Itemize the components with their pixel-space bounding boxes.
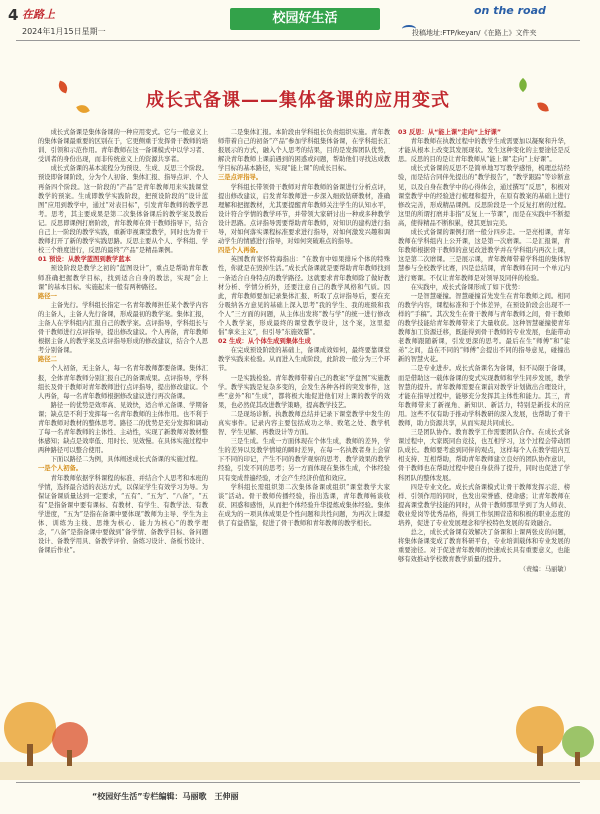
keyword-heading: 路径二 bbox=[38, 356, 57, 364]
body-paragraph: 路径一的优势是效率高、见效快，适合单元备课、学期备课；缺点是不利于发挥每一名青年教师的主体作用。也不利于青年教师对教材的整体思考。路径二的优势是充分发挥和调动了每一名青年教师的主体性、主动性，实现了新教师对教材整体感知；缺点是效率低、用时长、见效慢。在具体实施过程中两种路径可以整合使用。 bbox=[38, 401, 209, 455]
column-editors: “校园好生活”专栏编辑：马丽歌 王伸丽 bbox=[92, 792, 239, 801]
body-paragraph: 成长式备课的基本流程分为预设、生成、反思三个阶段。预设即备课阶段，分为个人初备、集体汇报、指导点评、个人再备四个阶段。这一阶段的“产品”是青年教师用来实践课堂教学的预案。生成即教学实践阶段，把预设阶段的“设计蓝图”应用到教学中，通过“对表目标”，引发青年教师的教学思考。思考，其主要成果是第二次集体备课后的教学案及教后记。反思即课例打磨阶段，青年教师在骨干教师指导下，结合自己上一阶段的教学实践，重新审视课堂教学，同时也为骨干教师打开了新的教学实践思路。反思主要从个人、学科组、学校三个维度进行，反思的最终“产品”是精品课例。 bbox=[38, 165, 209, 255]
header-divider bbox=[16, 40, 580, 41]
body-paragraph: 一是智慧碰撞。智慧碰撞首先发生在青年教师之间。相同的教学内容，课程标准和于个体差异，在预设阶段会出现不一样的“手稿”。其次发生在骨干教师与青年教师之间，骨干教师的教学技能给青年教师带来了大量收获。这种智慧碰撞使青年教师加工资源迁移，既能得到骨干教师的专业发展，也能带动老教师跟随新课，引发更深的思考。最后在生“师傅”和“徒弟”之间，益在不同的“师傅”会提出不同的指导意见，碰撞出新的智慧火花。 bbox=[398, 292, 570, 364]
tree-trunk bbox=[537, 746, 543, 766]
tree-trunk bbox=[575, 752, 580, 766]
section-subheading: 03 反思：从“能上课”走向“上好课” bbox=[398, 129, 502, 136]
autumn-trees-illustration bbox=[0, 688, 600, 780]
body-paragraph: 在完成预设阶段的基础上，备课成效如何，最终要靠课堂教学实践来检验。从而进入生成阶段，此阶段一般分为三个环节。 bbox=[218, 347, 390, 373]
slogan: on the road bbox=[474, 4, 546, 17]
body-paragraph: 三是团队协作。教育教学工作需要团队合作。在成长式备课过程中，大家既同台竞技，也互相学习，这个过程会带动团队成长。教师要考虑到同伴的观点，这样每个人在教学组内互相支持、互相帮助，帮助青年教师建立良好的团队协作意识，骨干教师也在帮助过程中使自身获得了提升，同时也促进了学科团队的整体发展。 bbox=[398, 429, 570, 482]
body-paragraph: 预设阶段是教学之初的“蓝图设计”，重点是帮助青年教师准确把握教学目标，找到适合自身的教法，实现“会上课”的基本目标。实施起来一般有两种路径。 bbox=[38, 265, 208, 291]
body-paragraph: 二是现场诊断。执教教师总结并记录下课堂教学中发生的真实事件。记录内容主要包括成功之举、败笔之处、教学机智、学生见解、再教设计等方面。 bbox=[218, 410, 390, 437]
body-paragraph: 四是专业文化。成长式备课模式让骨干教师发挥示范、榜样、引领作用的同时，也发出荣誉感、使命感；让青年教师在提高课堂教学技能的同时，从骨干教师那里学到了为人师表、敬业爱岗等优秀品格，得到工作氛围营造和积极的职业态度的培养，促进了专业发展理念和学校特色发展的有效融合。 bbox=[398, 483, 570, 528]
section-subheading: 01 预设：从教学蓝图到教学蓝本 bbox=[38, 256, 131, 264]
body-paragraph: 学科组长需组织第二次集体备课或组织“课堂教学大家谈”活动。骨干教师传播经验，指出选课，青年教师畅谈收获、困惑和感悟，从而把个体经验升华提炼成集体经验。集体在成为的一项具体成果是个性问题和共性问题，为再次上课提供了有益借鉴，促进了骨干教师和青年教师的教学相长。 bbox=[218, 483, 390, 528]
section-title: 校园好生活 bbox=[230, 8, 380, 30]
page-footer bbox=[0, 782, 600, 814]
footer-divider bbox=[16, 782, 580, 783]
body-paragraph: 总之，成长式备课有效解决了备课和上课两张皮的问题，将集体备课变成了教育科研平台，专业培训载体和专业发展的重要途径。对于促进青年教师的快速成长具有重要意义，也能够有效推动学校教育教学质量的提升。 bbox=[398, 529, 570, 564]
section-subheading: 02 生成：从个体生成到集体生成 bbox=[218, 338, 311, 346]
body-paragraph: 成长式备课的课例打磨一般分四步走。一是亮相课，青年教师在学科组内上公开课，这是第一次磨课。二是汇报课，青年教师根据骨干教师的意见改进教学并在学科组内再次上课，这是第二次磨课。三是展示课，青年教师带着学科组的集体智慧参与全校教学比赛，四是总结课，青年教师在同一个单元内进行赛课。不仅让青年教师是对领导及同伴的检验。 bbox=[398, 229, 570, 282]
ground bbox=[0, 762, 600, 780]
tree-trunk bbox=[27, 744, 33, 766]
body-paragraph: 二是专业进步。成长式备课名为备课，但不局限于备课，而是借助这一载体备课的变式实现教师和学生同步发展，教学智慧的提升。青年教师需要在课前对教学计划做出合理设计，才能在指导过程中，能够充分发挥其主体性和能力。其三，青年教师带来了新视角、新知识、新活力，特别是新技术的应用。这些不仅有助于推动学科教研的深入发展，也帮助了骨干教师，助力资源共享，从而实现共同成长。 bbox=[398, 365, 570, 427]
body-paragraph: 个人初备，无主备人，每一名青年教师都要备课。集体汇报，全体青年教师分别汇报自己的备课成果。点评指导，学科组长及骨干教师对青年教师进行点评指导，提出修改建议。个人再备，每一名青年教师根据修改建议进行再次备课。 bbox=[38, 365, 209, 400]
body-paragraph: 主备先行。学科组长指定一名青年教师担任某个教学内容的主备人，主备人先行备课，形成最初的教学案。集体汇报，主备人在学科组内汇报自己的教学案。点评指导，学科组长与骨干教师进行点评指导，提出修改建议。个人再备，青年教师根据主备人的教学案及点评指导形成的修改建议，结合个人思考分别备课。 bbox=[38, 301, 209, 355]
issue-date: 2024年1月15日星期一 bbox=[22, 27, 106, 36]
body-paragraph: 一是实践检验。青年教师带着自己的教案“学盘图”实施教学。教学实践是复杂多变的，会发生各种各样的突发事件，这些“意外”和“生成”，都将极大地促进他们对上课的教学的效果，也必然促其改进教学策略，提高教学技艺。 bbox=[218, 374, 390, 409]
body-paragraph: 英国教育家怀特海指出：“在教育中如果排斥个体的特殊性，你就是在毁掉生活。”成长式备课就是要帮助青年教师找到一条适合自身特点的教学路径。这就要求青年教师除了做好教材分析、学情分析外，还要注意自己的教学风格和气质。因此，青年教师要加记录集体汇报、听取了点评指导后，要在充分吸纳各方意见的基础上深入思考“我的学生、我的班级和我个人”三方面的问题，从主体出发将“教与学”的统一进行修改个人教学案，形成最终的课堂教学设计，这个案，这里提倡“拿来主义”，但引导“东施效颦”。 bbox=[218, 256, 390, 337]
keyword-heading: 四是个人再备。 bbox=[218, 247, 263, 255]
body-paragraph: 在实践中，成长式备课形成了如下优势： bbox=[410, 283, 524, 291]
article-title: 成长式备课——集体备课的应用变式 bbox=[146, 90, 450, 111]
body-paragraph: 下面以路径二为例，具体阐述成长式备课的实施过程。 bbox=[50, 456, 202, 464]
article-banner bbox=[38, 74, 558, 130]
submission-address: 投稿地址:FTP/keyan/《在路上》文件夹 bbox=[412, 29, 537, 37]
author-credit: （责编：马丽敏） bbox=[519, 565, 570, 573]
body-paragraph: 成长式备课是集体备课的一种应用变式。它与一般意义上的集体备课最重要的区别在于，它更侧重于发挥骨干教师的培训、引领和示范作用。青年教师在这一备课模式中以学习者、受训者的身份出现，而非传统意义上的资源共享者。 bbox=[38, 129, 209, 164]
tree-trunk bbox=[67, 750, 72, 766]
page-number: 4 bbox=[8, 6, 19, 24]
article-column-3 bbox=[398, 128, 570, 734]
paper-name: 在路上 bbox=[22, 8, 55, 21]
body-paragraph: 成长式备课的反思不是简单地写写教学感悟，梳理总结经验，而是结合同伴先提出的“教学报告”，“教学跟踪”等诊断意见，以及自身在教学中的心得体会，通过撰写“反思”，积极对课堂教学中的经验进行梳理和提升，在原有教案的基础上进行修改完善，形成精品课例。反思阶段是一个反复打磨的过程。这里的所谓打磨并非指“反复上一节课”，而是在实践中不断提高，使得精品不断积累，使其更加完美。 bbox=[398, 165, 570, 227]
article-column-2 bbox=[218, 128, 390, 734]
body-paragraph: 青年教师在执教过程中的教学生成需要加以凝聚和升华，才能从根本上改变其发展现状。发生这种变化的主要途径是反思。反思的目的是让青年教师从“能上课”走向“上好课”。 bbox=[398, 138, 570, 164]
body-paragraph: 青年教师依据学科课程的标准、并结合个人思考和本班的学情，选择最合适的表达方式，以保证学生有效学习为导。为保证备课质量达到一定要求，“五有”、“五为”、“八备”，“五有”是指备课中要有课标、有教材、有学生、有教学法、有教学进度，“五为”是指在备课中要体现“教师为主导、学生为主体、训练为主线、思维为核心、能力为核心”的教学理念，“八备”是指备课中要做到“备学情、备教学目标、备问题设计、备教学用具、备教学评价、备练习设计、备板书设计、备课后作业”。 bbox=[38, 474, 209, 555]
article-column-1 bbox=[38, 128, 210, 734]
body-paragraph: 三是生成。生成一方面体现在个体生成，教师的差异，学生的差异以及教学情境的瞬时差异，在每一名执教者身上会留下不同的印记，产生不同的教学观察的思考、教学效果的教学经验，引发不同的思考；另一方面体现在集体生成，个体经验只有变成普遍经验，才会产生经济价值和效应。 bbox=[218, 438, 390, 482]
body-paragraph: 二是集体汇报。本阶段由学科组长负责组织实施。青年教师带着自己的初备“产品”参加学科组集体备课，在学科组长汇报展示的方式，融入个人思考的结果，目的是发挥团队优势，解决青年教师上课前遇到的困惑或问题，帮助他们寻找达成教学目标的基本路径，实现“能上课”的成长目标。 bbox=[218, 129, 390, 173]
keyword-heading: 三是点评指导。 bbox=[218, 174, 263, 182]
keyword-heading: 路径一 bbox=[38, 292, 57, 300]
keyword-heading: 一是个人初备。 bbox=[38, 465, 83, 473]
page-header bbox=[0, 0, 600, 70]
body-paragraph: 学科组长带领骨干教师对青年教师的备课进行分析点评，提出修改建议，启发青年教师进一步深入细致钻研教材，准确理解和把握教材，尤其要提醒青年教师关注学生的认知水平，设计符合学情的教学环节，并带领大家研讨出一种或多种教学设计思路。点评指导需要帮助青年教师，对知识的建构进行指导，对如何落实课程标准要求进行指导，对如何激发兴趣和调动学生的情感进行指导，对如何突破难点的指导。 bbox=[218, 183, 390, 246]
